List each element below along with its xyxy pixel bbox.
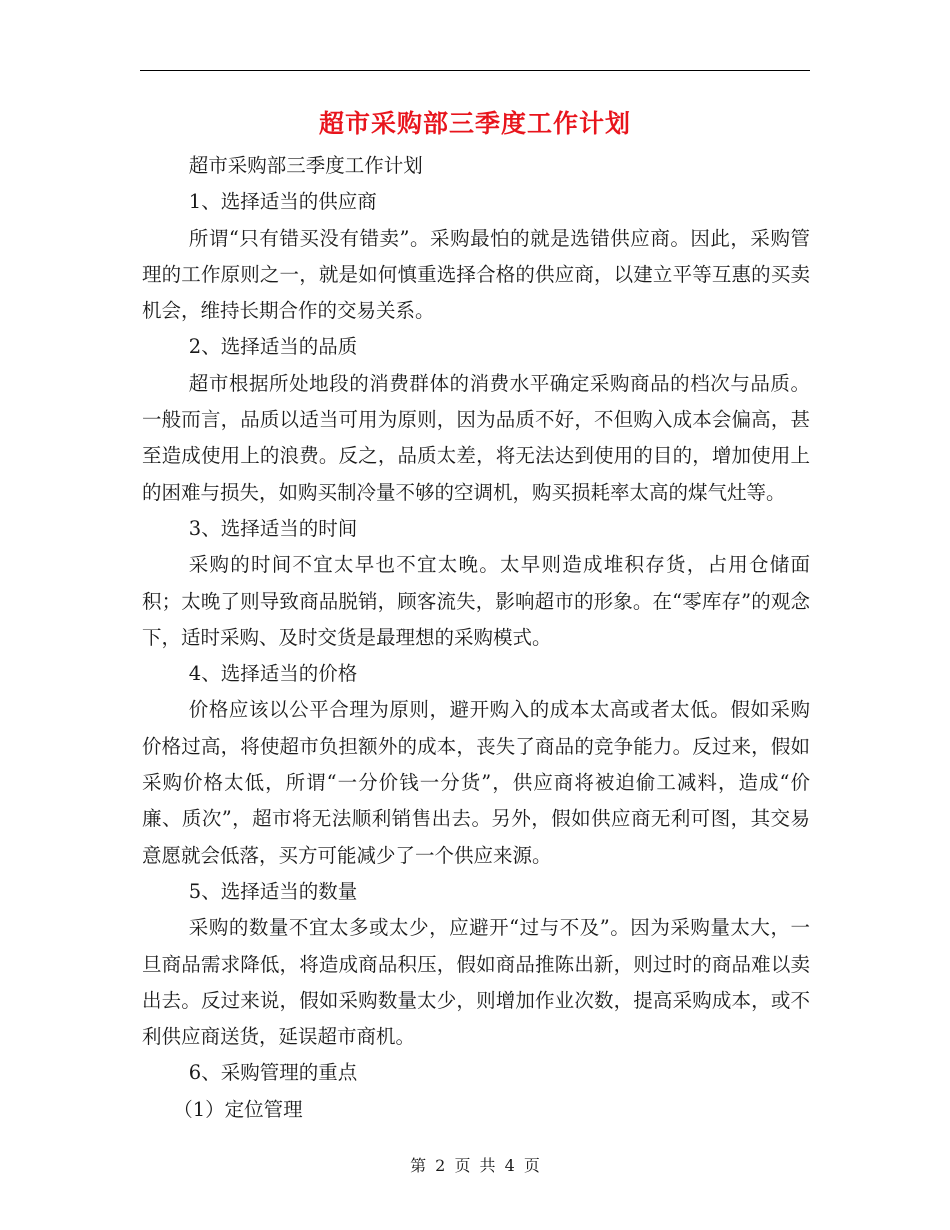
- section-heading-6: 6、采购管理的重点: [188, 1061, 358, 1085]
- paragraph: 超市根据所处地段的消费群体的消费水平确定采购商品的档次与品质。一般而言，品质以适当可用为原则，因为品质不好，不但购入成本会偏高，甚至造成使用上的浪费。反之，品质太差，将无法达到使用的目的，增加使用上的困难与损失，如购买制冷量不够的空调机，购买损耗率太高的煤气灶等。: [142, 371, 810, 504]
- section-heading-3: 3、选择适当的时间: [188, 516, 358, 540]
- header-rule: [140, 70, 810, 71]
- paragraph-subtitle: 超市采购部三季度工作计划: [188, 154, 423, 177]
- paragraph: 采购的数量不宜太多或太少，应避开“过与不及”。因为采购量太大，一旦商品需求降低，将造成商品积压，假如商品推陈出新，则过时的商品难以卖出去。反过来说，假如采购数量太少，则增加作业次数，提高采购成本，或不利供应商送货，延误超市商机。: [142, 916, 810, 1049]
- section-heading-1: 1、选择适当的供应商: [188, 190, 377, 214]
- page-number-footer: 第 2 页 共 4 页: [410, 1156, 540, 1175]
- section-heading-5: 5、选择适当的数量: [188, 879, 358, 903]
- section-heading-4: 4、选择适当的价格: [188, 662, 358, 686]
- document-body: [142, 148, 810, 1128]
- paragraph: 所谓“只有错买没有错卖”。采购最怕的就是选错供应商。因此，采购管理的工作原则之一，就是如何慎重选择合格的供应商，以建立平等互惠的买卖机会，维持长期合作的交易关系。: [142, 226, 810, 323]
- section-heading-2: 2、选择适当的品质: [188, 335, 358, 359]
- paragraph: 采购的时间不宜太早也不宜太晚。太早则造成堆积存货，占用仓储面积；太晚了则导致商品脱销，顾客流失，影响超市的形象。在“零库存”的观念下，适时采购、及时交货是最理想的采购模式。: [142, 553, 810, 649]
- subsection-heading: （1）定位管理: [173, 1097, 303, 1121]
- document-title: 超市采购部三季度工作计划: [318, 109, 631, 138]
- paragraph: 价格应该以公平合理为原则，避开购入的成本太高或者太低。假如采购价格过高，将使超市负担额外的成本，丧失了商品的竞争能力。反过来，假如采购价格太低，所谓“一分价钱一分货”，供应商将被迫偷工减料，造成“价廉、质次”，超市将无法顺利销售出去。另外，假如供应商无利可图，其交易意愿就会低落，买方可能减少了一个供应来源。: [142, 698, 810, 867]
